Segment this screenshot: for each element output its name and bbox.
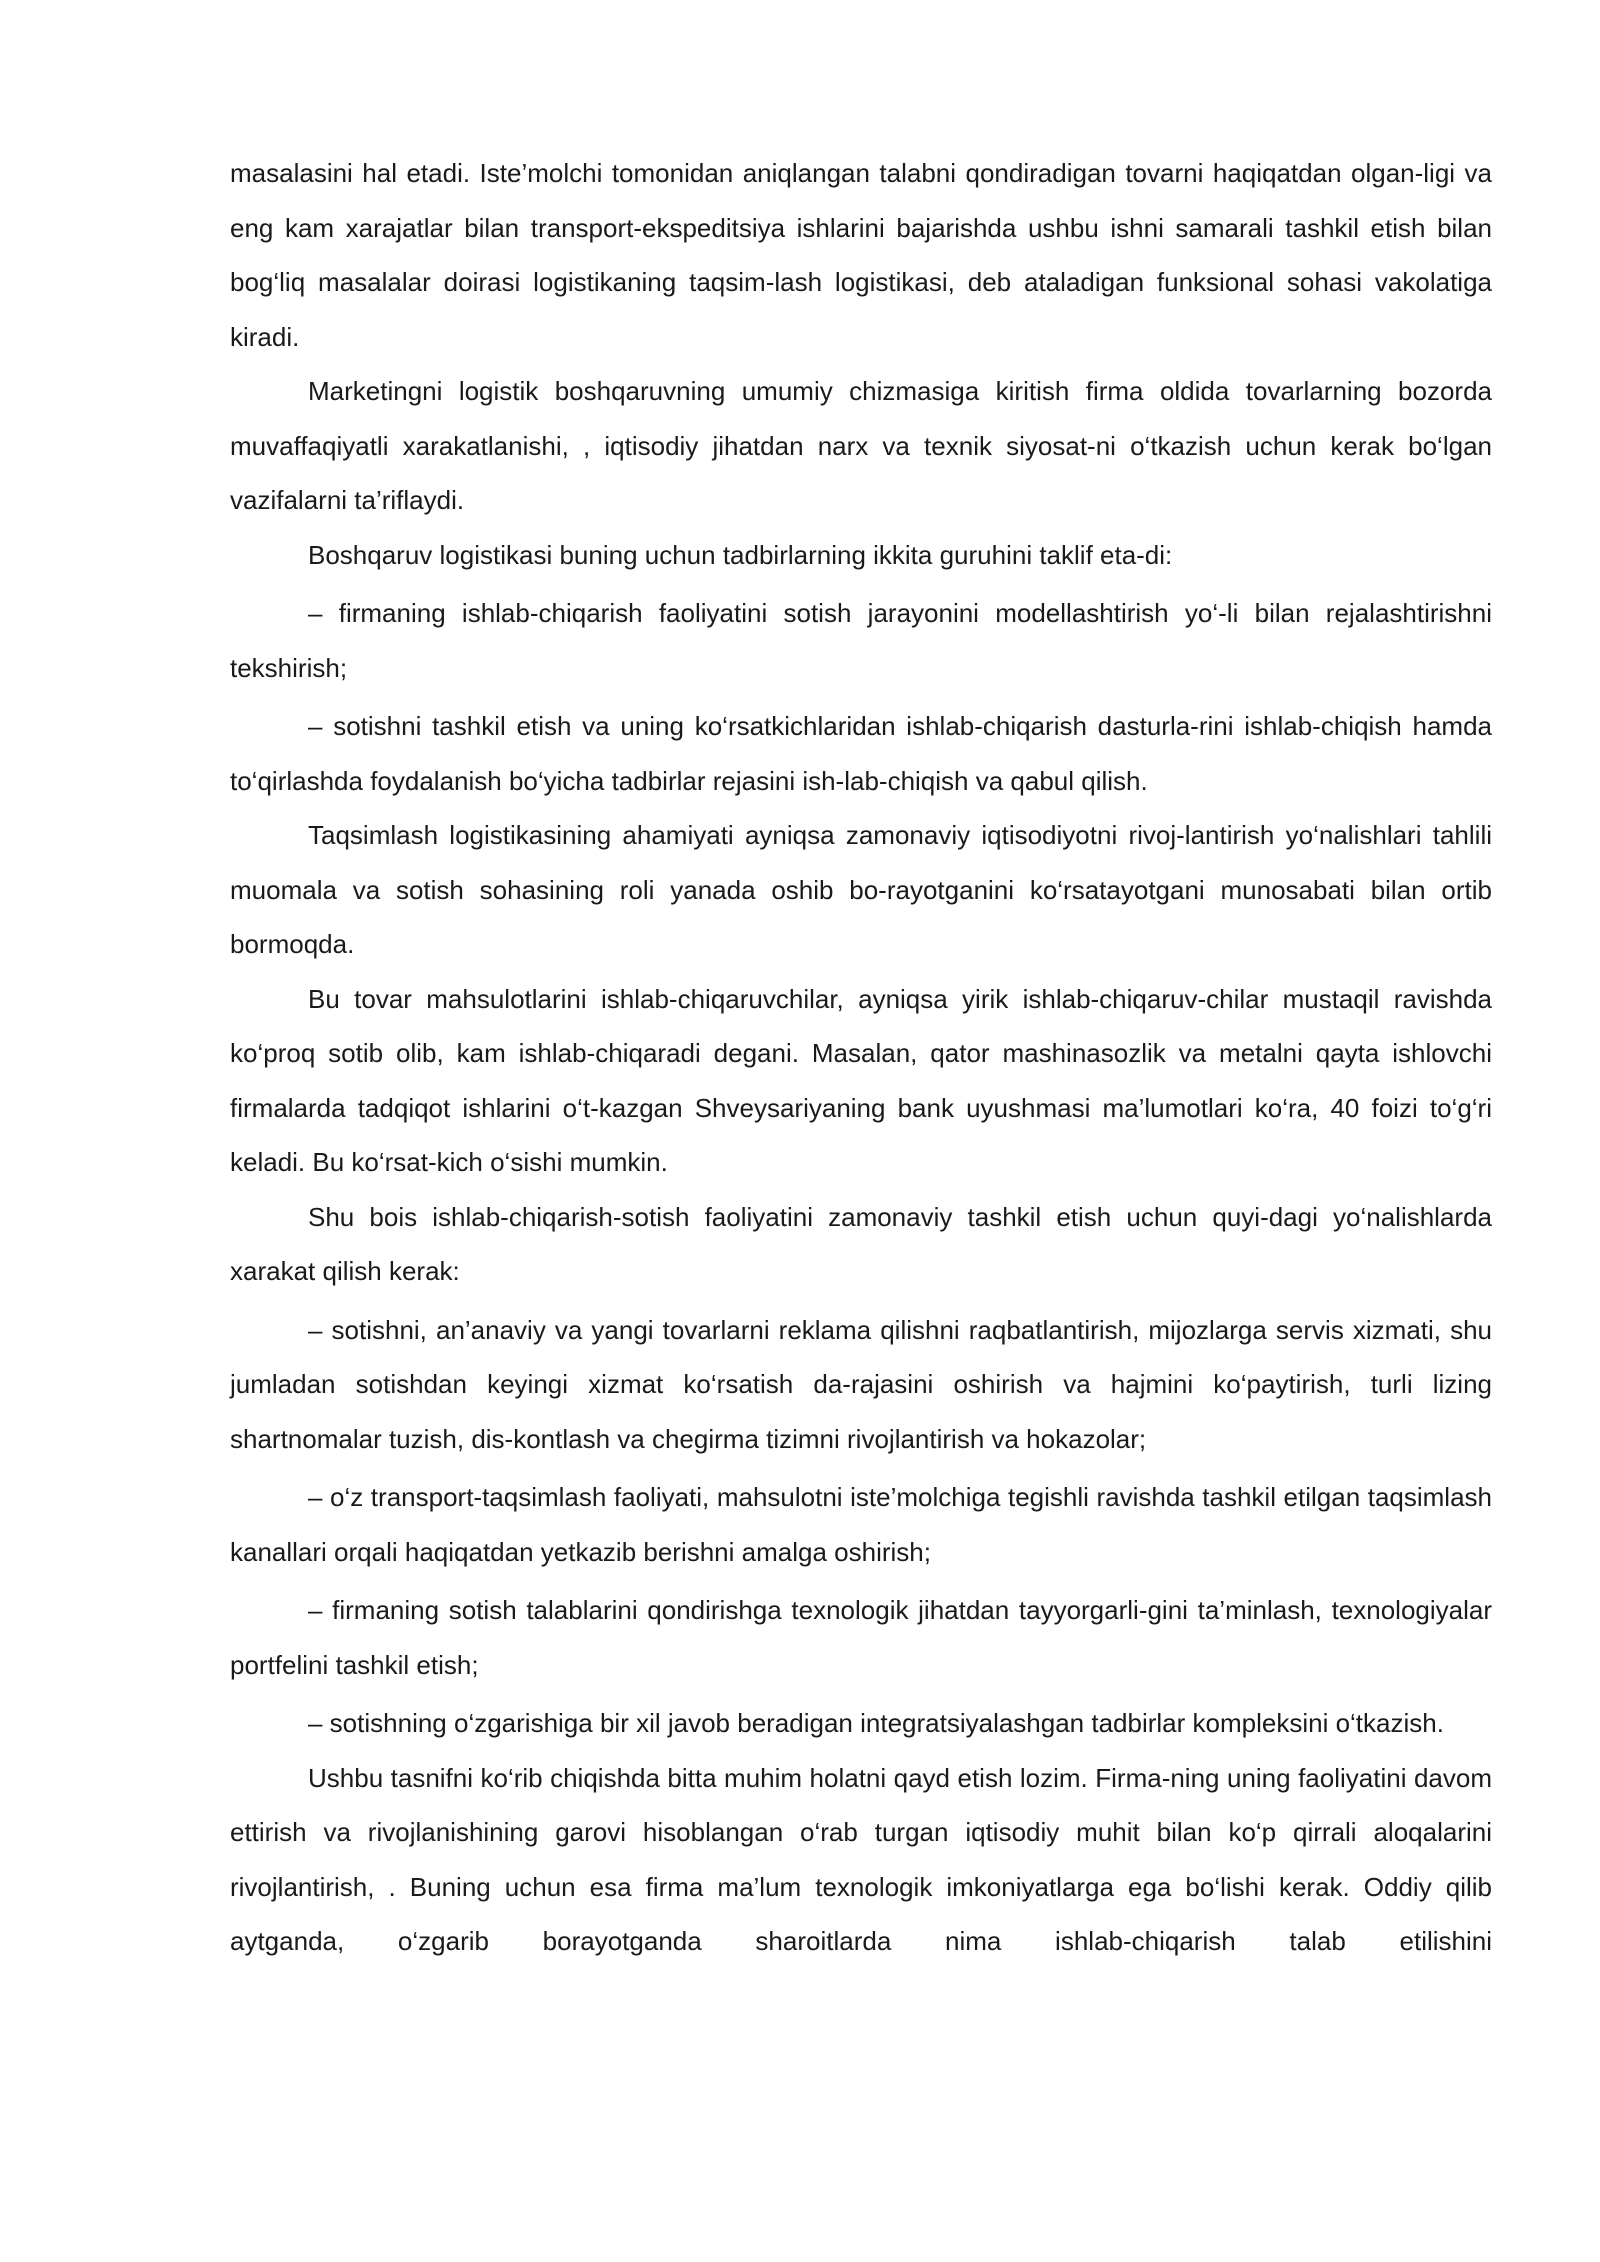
paragraph-marketing: Marketingni logistik boshqaruvning umumiy chizmasiga kiritish firma oldida tovarlarning bozorda muvaffaqiyatli xarakatlanishi, , iqtisodiy jihatdan narx va texnik siyosat-ni o‘tkazish uchun kerak bo‘lgan vazifalarni ta’riflaydi. <box>230 376 1492 515</box>
paragraph-continuation: masalasini hal etadi. Iste’molchi tomonidan aniqlangan talabni qondiradigan tovarni haqiqatdan olgan-ligi va eng kam xarajatlar bilan transport-ekspeditsiya ishlarini bajarishda ushbu ishni samarali tashkil etish bilan bog‘liq masalalar doirasi logistikaning taqsim-lash logistikasi, deb ataladigan funksional sohasi vakolatiga kiradi. <box>230 158 1492 352</box>
paragraph-distribution-importance: Taqsimlash logistikasining ahamiyati ayniqsa zamonaviy iqtisodiyotni rivoj-lantirish yo‘nalishlari tahlili muomala va sotish sohasining roli yanada oshib bo-rayotganini ko‘rsatayotgani munosabati bilan ortib bormoqda. <box>230 820 1492 959</box>
paragraph-producers: Bu tovar mahsulotlarini ishlab-chiqaruvchilar, ayniqsa yirik ishlab-chiqaruv-chilar mustaqil ravishda ko‘proq sotib olib, kam ishlab-chiqaradi degani. Masalan, qator mashinasozlik va metalni qayta ishlovchi firmalarda tadqiqot ishlarini o‘t-kazgan Shveysariyaning bank uyushmasi ma’lumotlari ko‘ra, 40 foizi to‘g‘ri keladi. Bu ko‘rsat-kich o‘sishi mumkin. <box>230 983 1492 1177</box>
list-item-technology-readiness: – firmaning sotish talablarini qondirishga texnologik jihatdan tayyorgarli-gini ta’minlash, texnologiyalar portfelini tashkil etish; <box>230 1595 1492 1680</box>
list-item-sales-promotion: – sotishni, an’anaviy va yangi tovarlarni reklama qilishni raqbatlantirish, mijozlarga servis xizmati, shu jumladan sotishdan keyingi xizmat ko‘rsatish da-rajasini oshirish va hajmini ko‘paytirish, turli lizing shartnomalar tuzish, dis-kontlash va chegirma tizimni rivojlantirish va hokazolar; <box>230 1314 1492 1454</box>
list-item-integrated-measures: – sotishning o‘zgarishiga bir xil javob beradigan integratsiyalashgan tadbirlar kompleksini o‘tkazish. <box>308 1708 1444 1738</box>
list-item-transport-distribution: – o‘z transport-taqsimlash faoliyati, mahsulotni iste’molchiga tegishli ravishda tashkil etilgan taqsimlash kanallari orqali haqiqatdan yetkazib berishni amalga oshirish; <box>230 1482 1492 1567</box>
document-body <box>230 146 1492 1969</box>
paragraph-classification: Ushbu tasnifni ko‘rib chiqishda bitta muhim holatni qayd etish lozim. Firma-ning uning faoliyatini davom ettirish va rivojlanishining garovi hisoblangan o‘rab turgan iqtisodiy muhit bilan ko‘p qirrali aloqalarini rivojlantirish, . Buning uchun esa firma ma’lum texnologik imkoniyatlarga ega bo‘lishi kerak. Oddiy qilib aytganda, o‘zgarib borayotganda sharoitlarda nima ishlab-chiqarish talab etilishini <box>230 1762 1492 1956</box>
list-item-modelling: – firmaning ishlab-chiqarish faoliyatini sotish jarayonini modellashtirish yo‘-li bilan rejalashtirishni tekshirish; <box>230 598 1492 683</box>
list-item-sales-organization: – sotishni tashkil etish va uning ko‘rsatkichlaridan ishlab-chiqarish dasturla-rini ishlab-chiqish hamda to‘qirlashda foydalanish bo‘yicha tadbirlar rejasini ish-lab-chiqish va qabul qilish. <box>230 711 1492 796</box>
paragraph-directions: Shu bois ishlab-chiqarish-sotish faoliyatini zamonaviy tashkil etish uchun quyi-dagi yo‘nalishlarda xarakat qilish kerak: <box>230 1201 1492 1286</box>
paragraph-management-logistics: Boshqaruv logistikasi buning uchun tadbirlarning ikkita guruhini taklif eta-di: <box>308 539 1173 570</box>
